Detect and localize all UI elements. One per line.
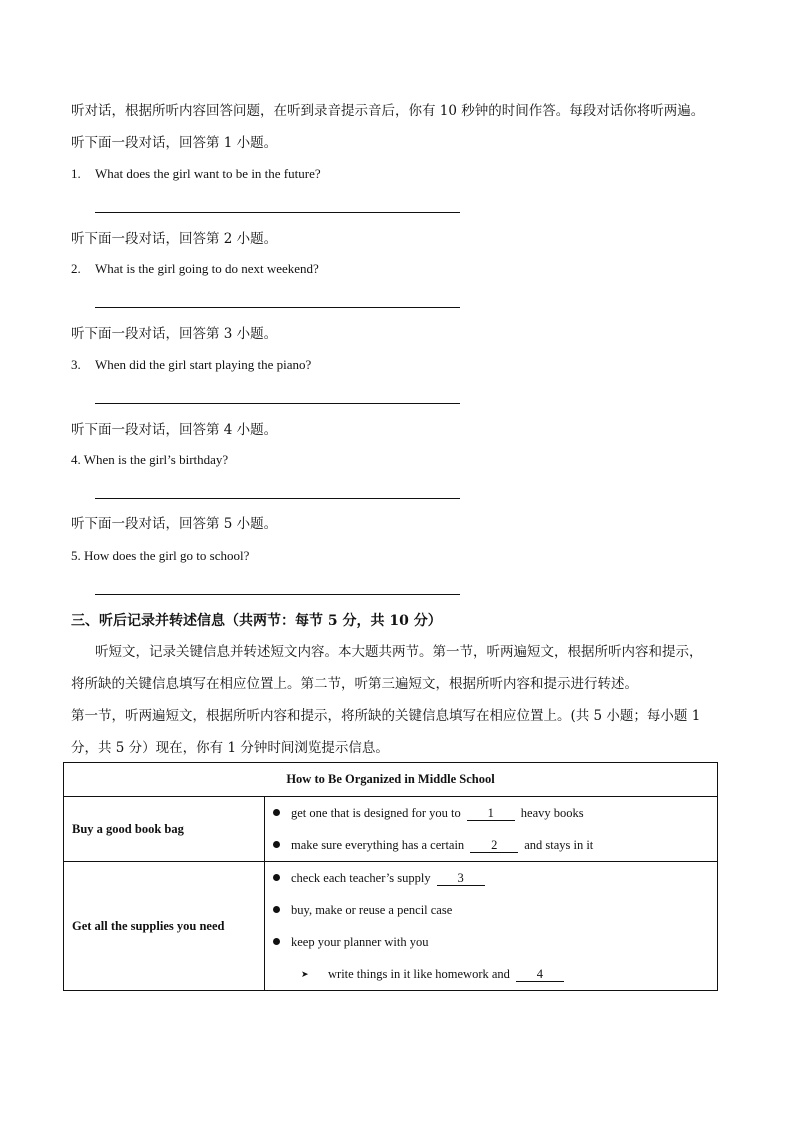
section-instructions: 听短文，记录关键信息并转述短文内容。本大题共两节。第一节，听两遍短文，根据所听内容和提示，: [95, 644, 703, 660]
row-content: [265, 797, 718, 862]
bullet-text: get one that is designed for you to: [291, 806, 461, 820]
question-text: When did the girl start playing the piano?: [95, 357, 312, 372]
listening-instructions: 听对话，根据所听内容回答问题，在听到录音提示音后，你有 10 秒钟的时间作答。每段对话你将听两遍。: [71, 103, 705, 119]
bullet-text: check each teacher’s supply: [291, 871, 431, 885]
section-title: 三、听后记录并转述信息（共两节：每节 5 分，共 10 分）: [71, 613, 442, 629]
question-number: 1.: [71, 166, 81, 181]
blank-3[interactable]: 3: [437, 871, 485, 886]
question-text: When is the girl’s birthday?: [83, 452, 229, 467]
dialogue-prompt: 听下面一段对话，回答第 4 小题。: [71, 422, 278, 438]
answer-line[interactable]: [95, 594, 460, 595]
row-content: [265, 862, 718, 991]
table-title: How to Be Organized in Middle School: [64, 763, 718, 797]
question-text: What is the girl going to do next weekend?: [95, 261, 319, 276]
dialogue-prompt: 听下面一段对话，回答第 2 小题。: [71, 231, 278, 247]
question-text: How does the girl go to school?: [84, 548, 250, 563]
question: [71, 451, 228, 469]
answer-line[interactable]: [95, 212, 460, 213]
dialogue-prompt: 听下面一段对话，回答第 3 小题。: [71, 326, 278, 342]
answer-line[interactable]: [95, 403, 460, 404]
question: [71, 260, 319, 278]
bullet-icon: [273, 809, 280, 816]
info-table: [63, 762, 718, 991]
answer-line[interactable]: [95, 498, 460, 499]
bullet-text: buy, make or reuse a pencil case: [291, 903, 453, 917]
bullet-item: [265, 829, 717, 861]
question-number: 5.: [71, 548, 81, 563]
question-number: 3.: [71, 357, 81, 372]
question-number: 2.: [71, 261, 81, 276]
question-text: What does the girl want to be in the future?: [95, 166, 321, 181]
question: [71, 356, 311, 374]
bullet-text: heavy books: [520, 806, 584, 820]
bullet-text: keep your planner with you: [291, 935, 429, 949]
section-instructions: 将所缺的关键信息填写在相应位置上。第二节，听第三遍短文，根据所听内容和提示进行转述。: [71, 676, 638, 692]
bullet-text: write things in it like homework and: [328, 967, 510, 981]
bullet-icon: [273, 874, 280, 881]
blank-2[interactable]: 2: [470, 838, 518, 853]
bullet-item: [265, 926, 717, 958]
bullet-item: [265, 862, 717, 894]
question: [71, 547, 249, 565]
bullet-text: and stays in it: [524, 838, 594, 852]
arrow-bullet-icon: ➤: [301, 969, 309, 979]
row-label: Get all the supplies you need: [64, 862, 265, 991]
blank-4[interactable]: 4: [516, 967, 564, 982]
bullet-text: make sure everything has a certain: [291, 838, 465, 852]
bullet-icon: [273, 938, 280, 945]
dialogue-prompt: 听下面一段对话，回答第 1 小题。: [71, 135, 278, 151]
answer-line[interactable]: [95, 307, 460, 308]
dialogue-prompt: 听下面一段对话，回答第 5 小题。: [71, 516, 278, 532]
row-label: Buy a good book bag: [64, 797, 265, 862]
blank-1[interactable]: 1: [467, 806, 515, 821]
question: [71, 165, 321, 183]
bullet-item: [265, 894, 717, 926]
section-instructions: 第一节，听两遍短文，根据所听内容和提示，将所缺的关键信息填写在相应位置上。(共 5 小题；每小题 1: [71, 708, 701, 724]
section-instructions: 分，共 5 分）现在，你有 1 分钟时间浏览提示信息。: [71, 740, 389, 756]
sub-bullet-item: [265, 958, 717, 990]
bullet-icon: [273, 841, 280, 848]
question-number: 4.: [71, 452, 81, 467]
bullet-item: [265, 797, 717, 829]
bullet-icon: [273, 906, 280, 913]
